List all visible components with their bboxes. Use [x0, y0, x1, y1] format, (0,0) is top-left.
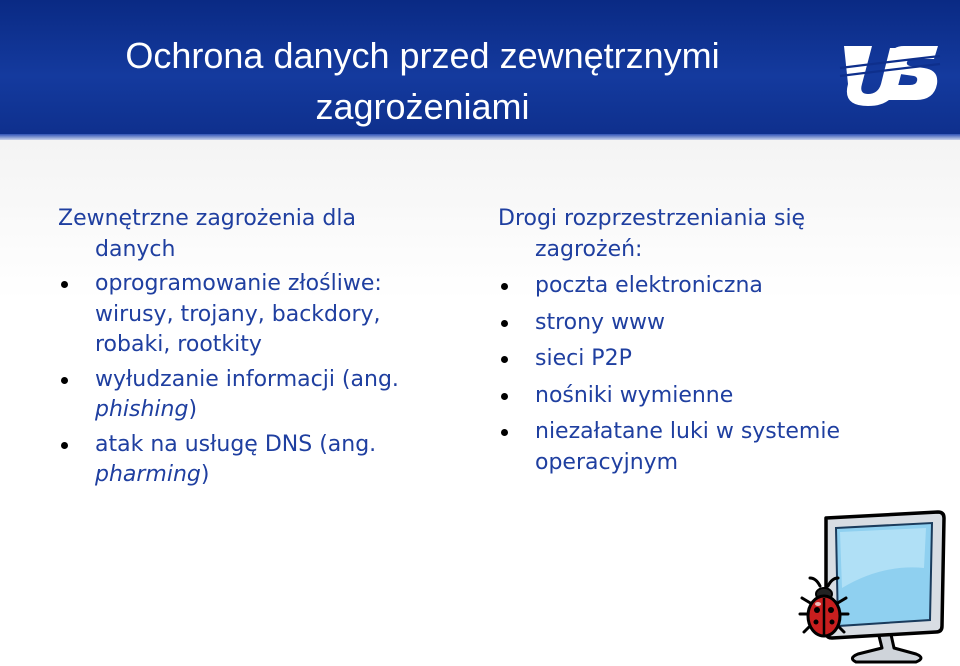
left-heading-line-2: danych — [95, 236, 176, 262]
list-item-term: phishing — [95, 397, 189, 422]
list-item-term: pharming — [95, 462, 201, 487]
monitor-with-bug-illustration — [798, 508, 948, 666]
list-item — [58, 365, 458, 426]
list-item: sieci P2P — [498, 344, 928, 375]
list-item — [58, 430, 458, 491]
list-item: poczta elektroniczna — [498, 271, 928, 302]
list-item — [58, 269, 458, 361]
left-column — [58, 204, 458, 495]
list-item: strony www — [498, 308, 928, 339]
slide-title — [20, 30, 825, 132]
right-column — [498, 204, 928, 484]
list-item-text: oprogramowanie złośliwe: wirusy, trojany, backdory, robaki, rootkity — [95, 271, 382, 357]
left-heading — [58, 204, 458, 265]
title-bar-divider — [0, 134, 960, 140]
list-item-text: wyłudzanie informacji (ang. — [95, 366, 399, 392]
list-item: niezałatane luki w systemie operacyjnym — [498, 417, 928, 478]
right-heading-line-2: zagrożeń: — [535, 236, 643, 262]
university-logo — [838, 38, 942, 110]
list-item: nośniki wymienne — [498, 381, 928, 412]
threat-list — [58, 269, 458, 491]
right-heading — [498, 204, 928, 265]
monitor-icon — [826, 512, 944, 662]
slide-title-line-2: zagrożeniami — [315, 86, 530, 127]
list-item-text: ) — [188, 397, 198, 422]
list-item-text: ) — [200, 462, 210, 487]
list-item-text: atak na usługę DNS (ang. — [95, 431, 377, 457]
spread-list — [498, 271, 928, 478]
right-heading-line-1: Drogi rozprzestrzeniania się — [498, 206, 806, 231]
slide-title-line-1: Ochrona danych przed zewnętrznymi — [125, 35, 720, 76]
left-heading-line-1: Zewnętrzne zagrożenia dla — [58, 206, 356, 231]
